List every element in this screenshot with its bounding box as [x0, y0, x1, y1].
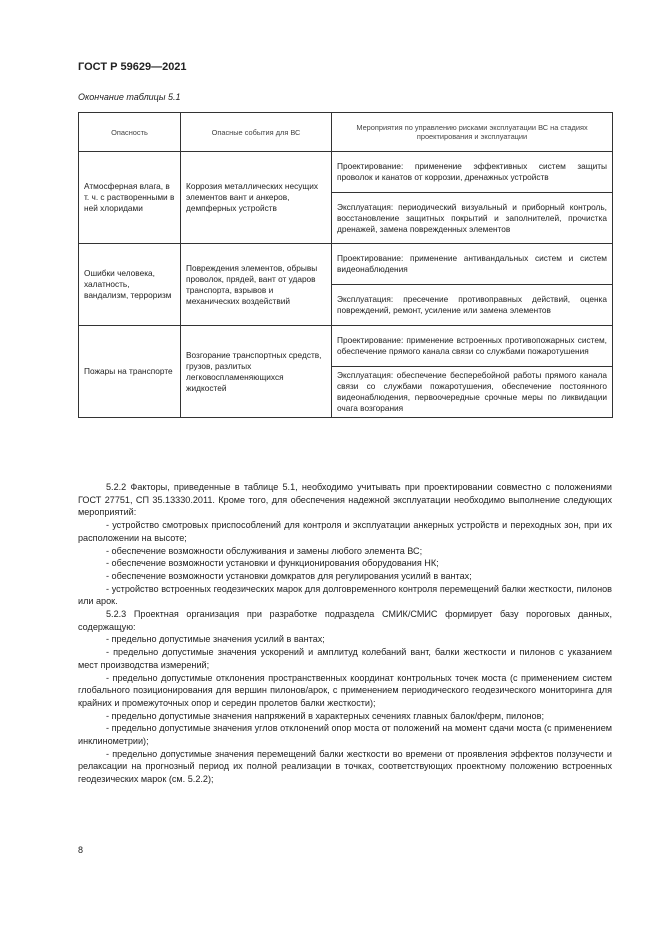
column-header-measures: Мероприятия по управлению рисками эксплуатации ВС на стадиях проектирования и эксплуатации — [332, 113, 613, 152]
list-item: - обеспечение возможности установки домкратов для регулирования усилий в вантах; — [106, 570, 472, 581]
hazard-cell: Атмосферная влага, в т. ч. с растворенными в ней хлоридами — [79, 152, 181, 244]
list-item: - обеспечение возможности обслуживания и замены любого элемента ВС; — [106, 545, 423, 556]
table-header-row — [79, 113, 613, 152]
list-item: - предельно допустимые значения напряжений в характерных сечениях главных балок/ферм, пилонов; — [106, 710, 544, 721]
list-item: - устройство встроенных геодезических марок для долговременного контроля перемещений балки жесткости, пилонов или арок. — [78, 583, 612, 607]
table-row — [79, 244, 613, 285]
table-row — [79, 326, 613, 367]
operation-measure-cell: Эксплуатация: обеспечение бесперебойной работы прямого канала связи со службами пожаротушения, обеспечение постоянного видеонаблюдения, первоочередные срочные меры по ликвидации очага возгорания — [332, 367, 613, 418]
operation-measure-cell: Эксплуатация: периодический визуальный и приборный контроль, восстановление защитных покрытий и заполнителей, прочистка дренажей, замена поврежденных элементов — [332, 193, 613, 244]
events-cell: Повреждения элементов, обрывы проволок, прядей, вант от ударов транспорта, взрывов и механических воздействий — [181, 244, 332, 326]
document-header: ГОСТ Р 59629—2021 — [78, 61, 187, 73]
paragraph-5-2-2: 5.2.2 Факторы, приведенные в таблице 5.1, необходимо учитывать при проектировании совместно с положениями ГОСТ 27751, СП 35.13330.2011. Кроме того, для обеспечения надежной эксплуатации необходимо выполнение следующих мероприятий: — [78, 482, 612, 518]
table-caption: Окончание таблицы 5.1 — [78, 92, 181, 102]
paragraph-5-2-3: 5.2.3 Проектная организация при разработке подраздела СМИК/СМИС формирует базу пороговых данных, содержащую: — [78, 609, 612, 632]
events-cell: Возгорание транспортных средств, грузов, разлитых легковоспламеняющихся жидкостей — [181, 326, 332, 418]
hazard-cell: Ошибки человека, халатность, вандализм, терроризм — [79, 244, 181, 326]
operation-measure-cell: Эксплуатация: пресечение противоправных действий, оценка повреждений, ремонт, усиление или замена элементов — [332, 285, 613, 326]
list-item: - предельно допустимые значения углов отклонений опор моста от положений на момент сдачи моста (с применением инклинометрии); — [78, 723, 612, 747]
list-item: - устройство смотровых приспособлений для контроля и эксплуатации анкерных устройств и переходных зон, при их расположении на высоте; — [78, 520, 612, 543]
list-item: - предельно допустимые значения усилий в вантах; — [106, 634, 325, 645]
design-measure-cell: Проектирование: применение встроенных противопожарных систем, обеспечение прямого канала связи со службами пожаротушения — [332, 326, 613, 367]
list-item: - предельно допустимые значения ускорений и амплитуд колебаний вант, балки жесткости и пилонов с указанием мест производства измерений; — [78, 647, 612, 670]
hazard-table — [78, 112, 613, 418]
list-item: - предельно допустимые отклонения пространственных координат контрольных точек моста (с применением систем глобального позиционирования для вершин пилонов/арок, с применением периодического геодезического мониторинга для крайних и промежуточных опор и середин пролетов балки жесткости); — [78, 672, 612, 708]
table-row — [79, 152, 613, 193]
design-measure-cell: Проектирование: применение антивандальных систем и систем видеонаблюдения — [332, 244, 613, 285]
column-header-events: Опасные события для ВС — [181, 113, 332, 152]
design-measure-cell: Проектирование: применение эффективных систем защиты проволок и канатов от коррозии, дренажных устройств — [332, 152, 613, 193]
hazard-cell: Пожары на транспорте — [79, 326, 181, 418]
list-item: - предельно допустимые значения перемещений балки жесткости во времени от проявления эффектов ползучести и релаксации на прогнозный период их полной реализации в точках, соответствующих проектному положению встроенных геодезических марок (см. 5.2.2); — [78, 748, 612, 785]
body-text — [78, 481, 612, 786]
list-item: - обеспечение возможности установки и функционирования оборудования НК; — [106, 558, 439, 569]
column-header-hazard: Опасность — [79, 113, 181, 152]
page-number: 8 — [78, 845, 84, 855]
events-cell: Коррозия металлических несущих элементов вант и анкеров, демпферных устройств — [181, 152, 332, 244]
